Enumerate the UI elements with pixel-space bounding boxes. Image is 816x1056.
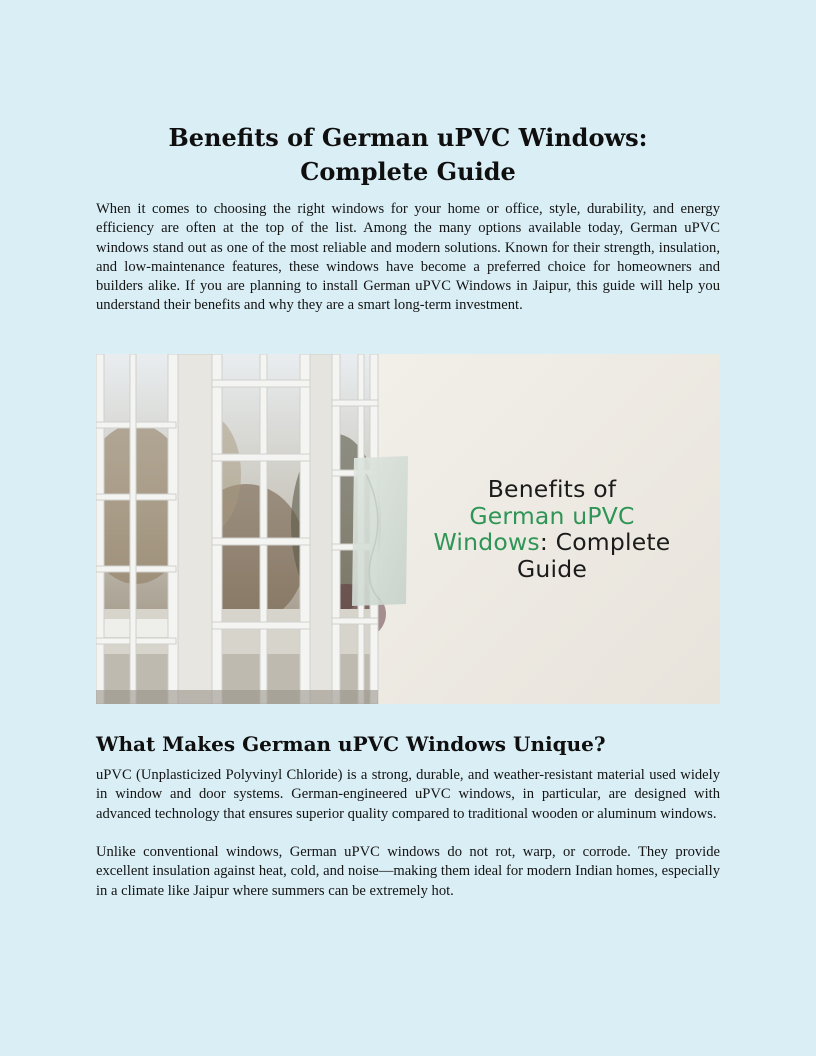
banner-line-3-rest: : Complete — [539, 528, 671, 556]
page-title — [96, 121, 720, 189]
page-title-line-2: Complete Guide — [300, 157, 516, 186]
intro-paragraph: When it comes to choosing the right windows for your home or office, style, durability, and energy efficiency are often at the top of the list. Among the many options available today, German uPVC windows stand out as one of the most reliable and modern solutions. Known for their strength, insulation, and low-maintenance features, these windows have become a preferred choice for homeowners and builders alike. If you are planning to install German uPVC Windows in Jaipur, this guide will help you understand their benefits and why they are a smart long-term investment. — [96, 201, 720, 314]
banner-line-3-green: Windows — [433, 528, 540, 556]
section-paragraph-1: uPVC (Unplasticized Polyvinyl Chloride) is a strong, durable, and weather-resistant material used widely in window and door systems. German-engineered uPVC windows, in particular, are designed with advanced technology that ensures superior quality compared to traditional wooden or aluminum windows. — [96, 767, 720, 822]
page-title-line-1: Benefits of German uPVC Windows: — [168, 123, 648, 152]
section-paragraph-2: Unlike conventional windows, German uPVC windows do not rot, warp, or corrode. They provide excellent insulation against heat, cold, and noise—making them ideal for modern Indian homes, especially in a climate like Jaipur where summers can be extremely hot. — [96, 844, 720, 899]
banner-image — [96, 354, 720, 704]
banner-line-4: Guide — [516, 554, 587, 583]
section-heading: What Makes German uPVC Windows Unique? — [96, 732, 606, 756]
banner-line-1: Benefits of — [487, 475, 617, 503]
banner-line-3 — [396, 529, 708, 556]
banner-title — [396, 476, 708, 582]
banner-line-2: German uPVC — [469, 501, 635, 530]
